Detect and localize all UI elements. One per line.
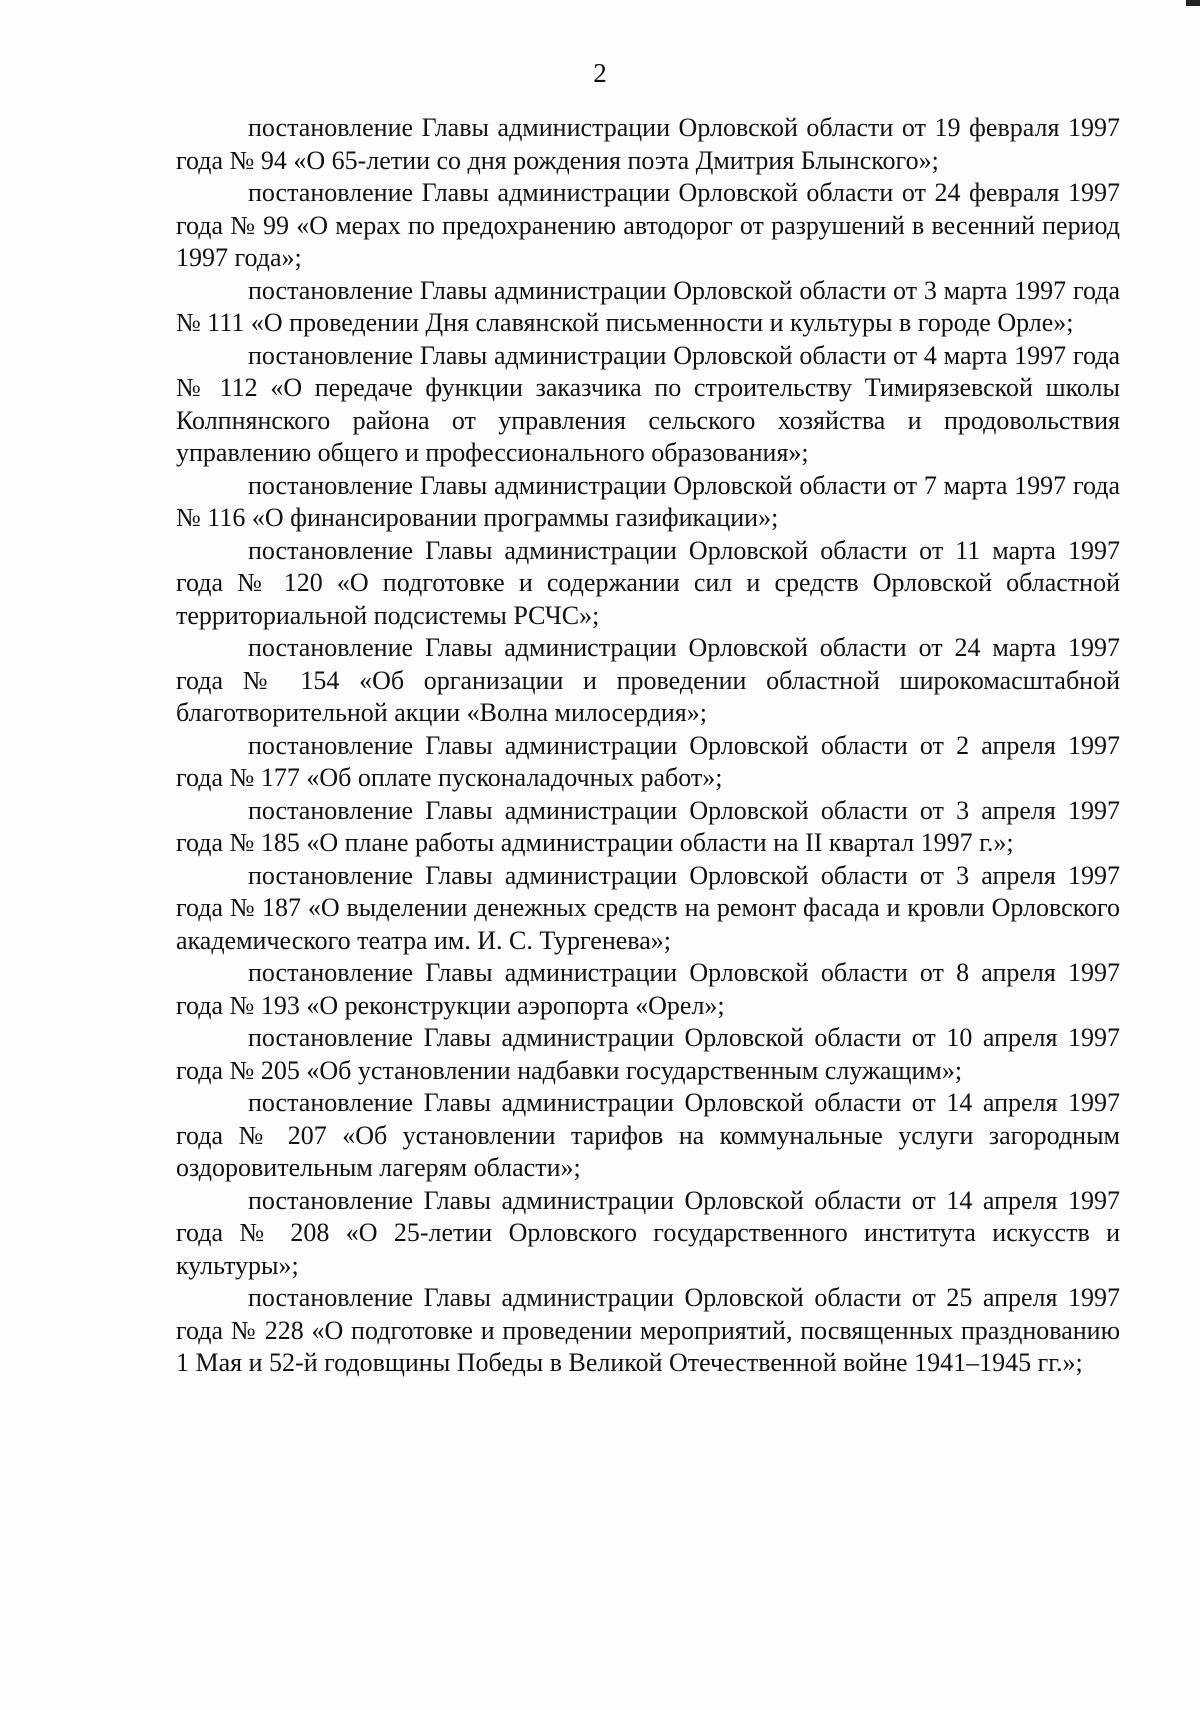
decree-entry: постановление Главы администрации Орловской области от 25 апреля 1997 года № 228 «О подготовке и проведении мероприятий, посвященных празднованию 1 Мая и 52-й годовщины Победы в Великой Отечественной войне 1941–1945 гг.»; (176, 1283, 1120, 1377)
decree-entry: постановление Главы администрации Орловской области от 19 февраля 1997 года № 94 «О 65-летии со дня рождения поэта Дмитрия Блынского»; (176, 113, 1120, 175)
decree-entry: постановление Главы администрации Орловской области от 14 апреля 1997 года № 208 «О 25-летии Орловского государственного института искусств и культуры»; (176, 1185, 1120, 1280)
decree-entry: постановление Главы администрации Орловской области от 14 апреля 1997 года № 207 «Об установлении тарифов на коммунальные услуги загородным оздоровительным лагерям области»; (176, 1088, 1120, 1182)
decree-entry: постановление Главы администрации Орловской области от 7 марта 1997 года № 116 «О финансировании программы газификации»; (176, 470, 1120, 532)
decree-entry: постановление Главы администрации Орловской области от 24 февраля 1997 года № 99 «О мерах по предохранению автодорог от разрушений в весенний период 1997 года»; (176, 178, 1120, 272)
decree-entry: постановление Главы администрации Орловской области от 8 апреля 1997 года № 193 «О реконструкции аэропорта «Орел»; (176, 958, 1120, 1020)
page-number: 2 (593, 58, 607, 88)
decree-entry: постановление Главы администрации Орловской области от 3 апреля 1997 года № 187 «О выделении денежных средств на ремонт фасада и кровли Орловского академического театра им. И. С. Тургенева»; (176, 860, 1120, 955)
decree-entry: постановление Главы администрации Орловской области от 3 марта 1997 года № 111 «О проведении Дня славянской письменности и культуры в городе Орле»; (176, 275, 1120, 337)
decree-entry: постановление Главы администрации Орловской области от 11 марта 1997 года № 120 «О подготовке и содержании сил и средств Орловской областной территориальной подсистемы РСЧС»; (176, 535, 1120, 630)
scan-corner-mark (1186, 0, 1200, 6)
decree-entry: постановление Главы администрации Орловской области от 2 апреля 1997 года № 177 «Об оплате пусконаладочных работ»; (176, 730, 1120, 792)
decree-entry: постановление Главы администрации Орловской области от 10 апреля 1997 года № 205 «Об установлении надбавки государственным служащим»; (176, 1023, 1120, 1085)
decree-list (176, 112, 1120, 1380)
decree-entry: постановление Главы администрации Орловской области от 24 марта 1997 года № 154 «Об организации и проведении областной широкомасштабной благотворительной акции «Волна милосердия»; (176, 633, 1120, 727)
decree-entry: постановление Главы администрации Орловской области от 3 апреля 1997 года № 185 «О плане работы администрации области на II квартал 1997 г.»; (176, 795, 1120, 857)
decree-entry: постановление Главы администрации Орловской области от 4 марта 1997 года № 112 «О передаче функции заказчика по строительству Тимирязевской школы Колпнянского района от управления сельского хозяйства и продовольствия управлению общего и профессионального образования»; (176, 340, 1120, 467)
